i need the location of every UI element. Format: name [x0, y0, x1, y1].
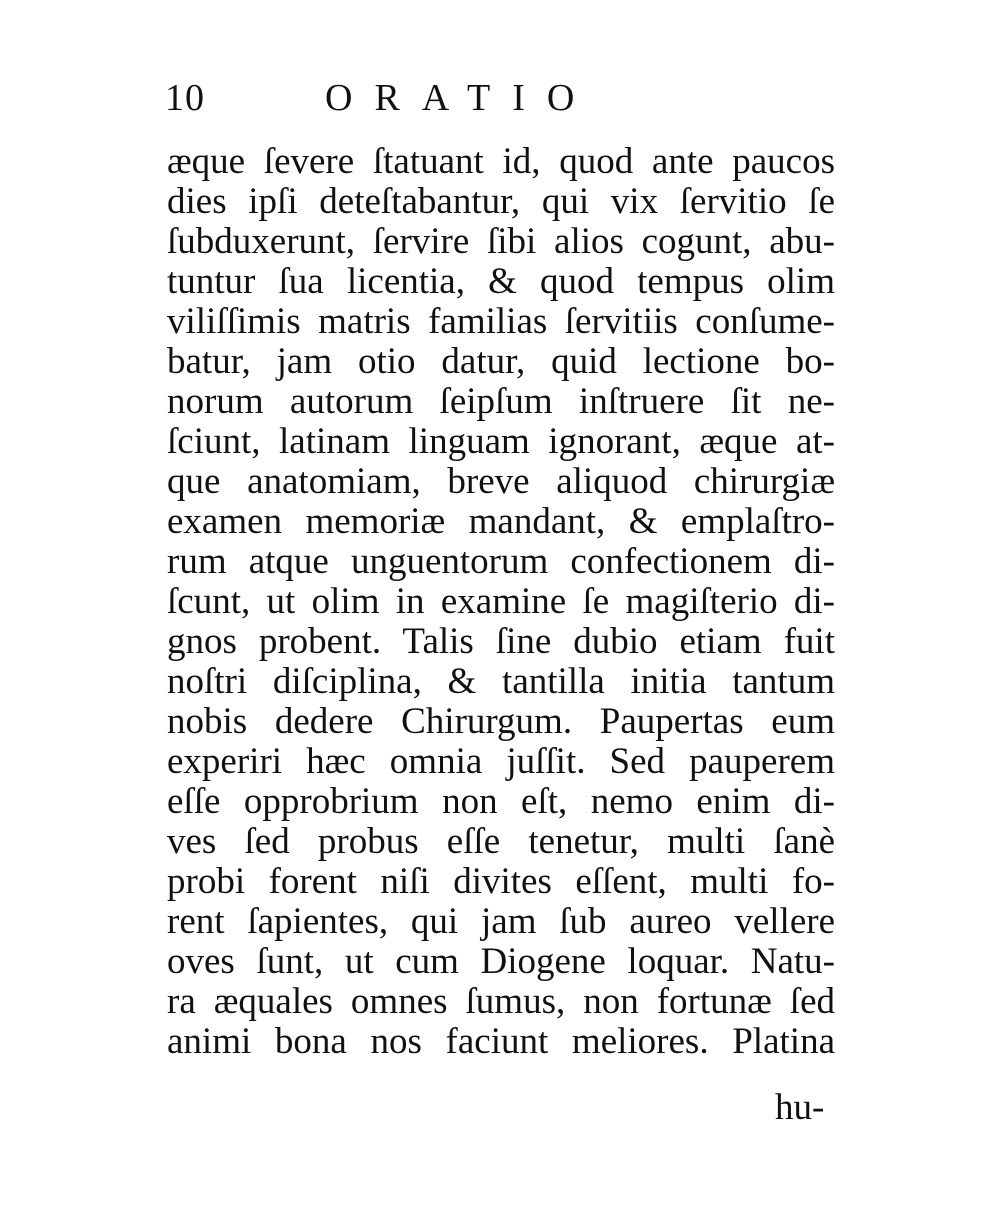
text-line: experiri hæc omnia juſſit. Sed pauperem — [167, 741, 835, 782]
text-line: ves ſed probus eſſe tenetur, multi ſanè — [167, 821, 835, 862]
text-line: rent ſapientes, qui jam ſub aureo vellere — [167, 901, 835, 942]
text-line: norum autorum ſeipſum inſtruere ſit ne- — [167, 381, 835, 422]
text-line: noſtri diſciplina, & tantilla initia tantum — [167, 661, 835, 702]
page-number: 10 — [165, 77, 205, 119]
text-line: probi forent niſi divites eſſent, multi fo- — [167, 861, 835, 902]
body-text — [167, 142, 835, 1062]
running-head: ORATIO — [325, 77, 597, 119]
text-line: eſſe opprobrium non eſt, nemo enim di- — [167, 781, 835, 822]
text-line: batur, jam otio datur, quid lectione bo- — [167, 341, 835, 382]
text-line: rum atque unguentorum confectionem di- — [167, 541, 835, 582]
catchword: hu- — [775, 1087, 825, 1128]
text-line: gnos probent. Talis ſine dubio etiam fuit — [167, 621, 835, 662]
text-line: tuntur ſua licentia, & quod tempus olim — [167, 261, 835, 302]
text-line: viliſſimis matris familias ſervitiis conſume- — [167, 301, 835, 342]
text-line: que anatomiam, breve aliquod chirurgiæ — [167, 461, 835, 502]
text-line: æque ſevere ſtatuant id, quod ante paucos — [167, 141, 835, 182]
text-line: animi bona nos faciunt meliores. Platina — [167, 1021, 835, 1062]
text-line: ſubduxerunt, ſervire ſibi alios cogunt, abu- — [167, 221, 835, 262]
text-line: ſcunt, ut olim in examine ſe magiſterio di- — [167, 581, 835, 622]
text-line: examen memoriæ mandant, & emplaſtro- — [167, 501, 835, 542]
text-line: oves ſunt, ut cum Diogene loquar. Natu- — [167, 941, 835, 982]
text-line: dies ipſi deteſtabantur, qui vix ſervitio ſe — [167, 181, 835, 222]
text-line: nobis dedere Chirurgum. Paupertas eum — [167, 701, 835, 742]
text-line: ſciunt, latinam linguam ignorant, æque at- — [167, 421, 835, 462]
text-line: ra æquales omnes ſumus, non fortunæ ſed — [167, 981, 835, 1022]
